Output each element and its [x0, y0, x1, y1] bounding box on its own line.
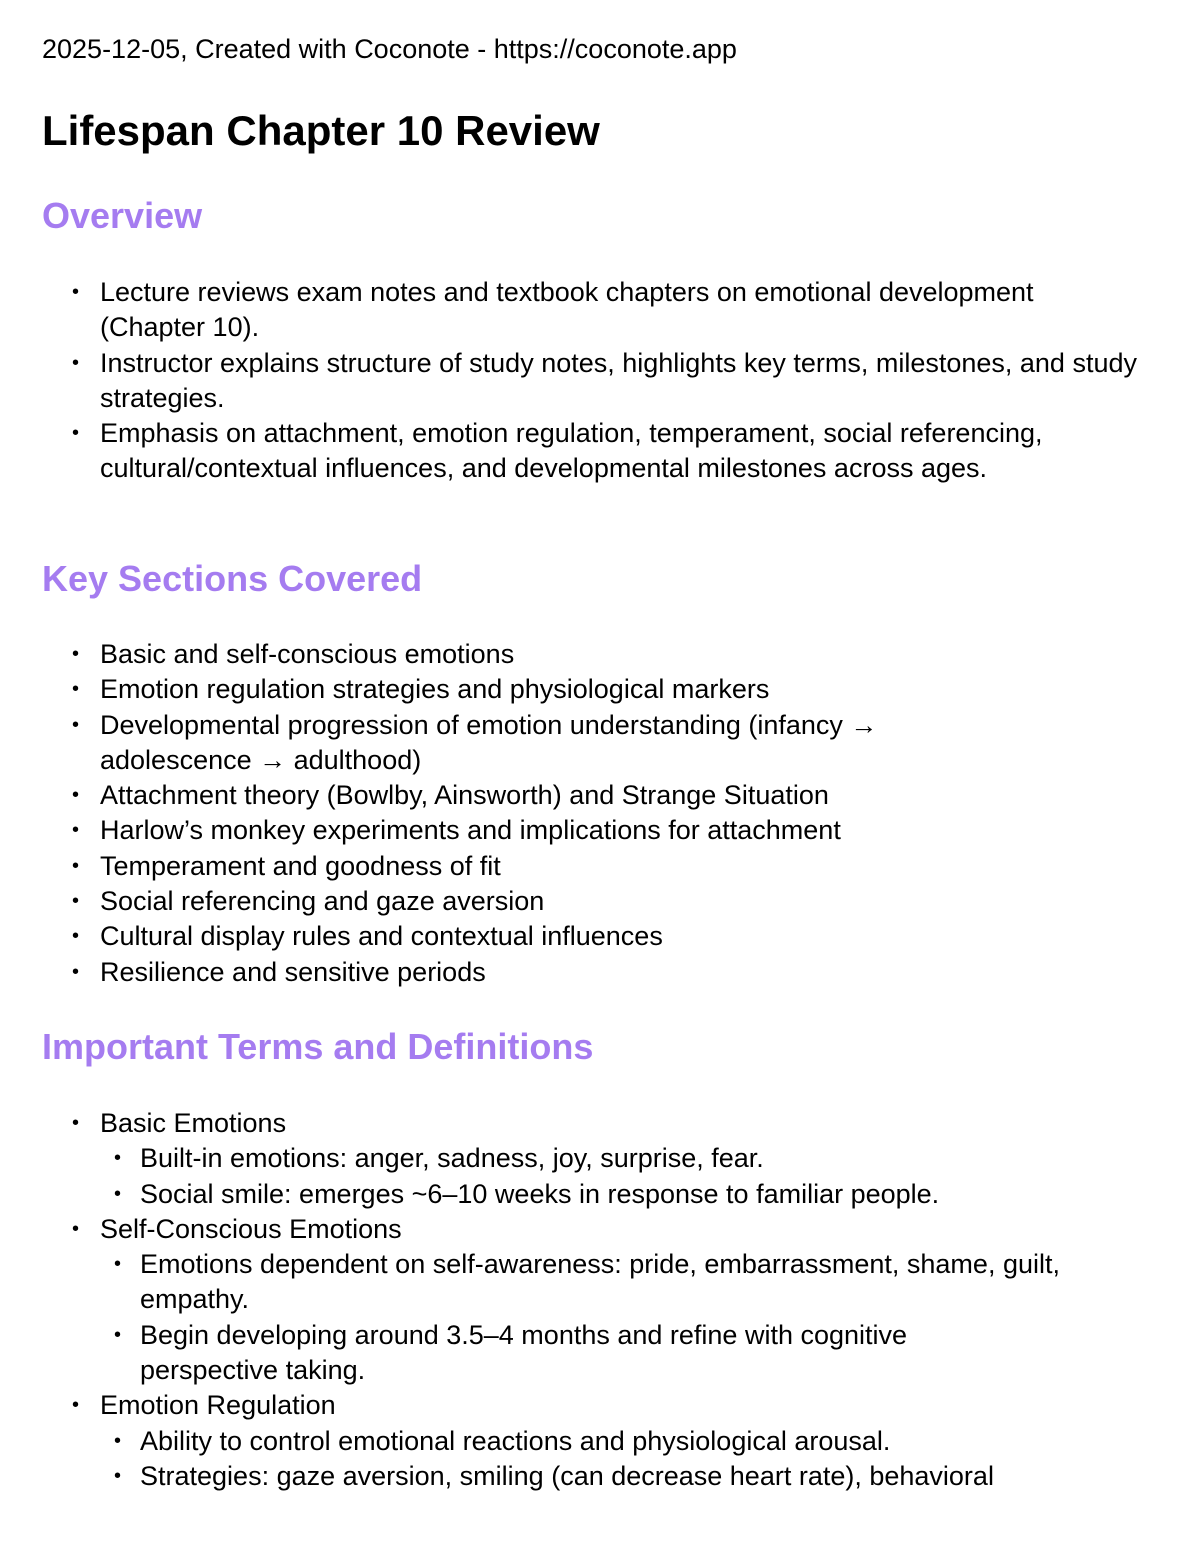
definition-item: • Strategies: gaze aversion, smiling (can decrease heart rate), behavioral: [100, 1459, 1142, 1494]
header-line: 2025-12-05, Created with Coconote - https://coconote.app: [42, 34, 737, 64]
definition-item: • Ability to control emotional reactions and physiological arousal.: [100, 1424, 1142, 1459]
list-item: • Emotion regulation strategies and physiological markers: [42, 672, 1142, 707]
terms-list: [42, 1106, 1142, 1494]
definition-item: • Social smile: emerges ~6–10 weeks in response to familiar people.: [100, 1177, 1142, 1212]
key-sections-heading: Key Sections Covered: [42, 558, 423, 599]
definition-item: • Emotions dependent on self-awareness: pride, embarrassment, shame, guilt, empathy.: [100, 1247, 1142, 1318]
terms-heading: Important Terms and Definitions: [42, 1026, 594, 1067]
list-item: • Resilience and sensitive periods: [42, 955, 1142, 990]
list-item: • Emphasis on attachment, emotion regulation, temperament, social referencing, cultural/contextual influences, and developmental milestones across ages.: [42, 416, 1142, 487]
document-title: Lifespan Chapter 10 Review: [42, 107, 600, 154]
list-item: • Instructor explains structure of study notes, highlights key terms, milestones, and study strategies.: [42, 346, 1142, 417]
definition-item: • Built-in emotions: anger, sadness, joy, surprise, fear.: [100, 1141, 1142, 1176]
term-item: [42, 1212, 1142, 1388]
term-item: [42, 1388, 1142, 1494]
list-item: • Harlow’s monkey experiments and implications for attachment: [42, 813, 1142, 848]
definition-item: • Begin developing around 3.5–4 months and refine with cognitive perspective taking.: [100, 1318, 1142, 1389]
list-item: • Temperament and goodness of fit: [42, 849, 1142, 884]
term-label: Emotion Regulation: [100, 1390, 336, 1421]
overview-heading: Overview: [42, 195, 203, 236]
key-sections-list: [42, 637, 1142, 990]
term-definitions: [100, 1141, 1142, 1212]
overview-list: [42, 275, 1142, 487]
term-definitions: [100, 1247, 1142, 1388]
list-item: • Attachment theory (Bowlby, Ainsworth) and Strange Situation: [42, 778, 1142, 813]
term-definitions: [100, 1424, 1142, 1495]
term-item: [42, 1106, 1142, 1212]
list-item: • Social referencing and gaze aversion: [42, 884, 1142, 919]
term-label: Self-Conscious Emotions: [100, 1213, 402, 1244]
term-label: Basic Emotions: [100, 1108, 287, 1138]
list-item: • Cultural display rules and contextual influences: [42, 919, 1142, 954]
list-item: • Developmental progression of emotion understanding (infancy → adolescence → adulthood): [42, 708, 1142, 779]
list-item: • Basic and self-conscious emotions: [42, 637, 1142, 672]
list-item: • Lecture reviews exam notes and textbook chapters on emotional development (Chapter 10).: [42, 275, 1142, 346]
